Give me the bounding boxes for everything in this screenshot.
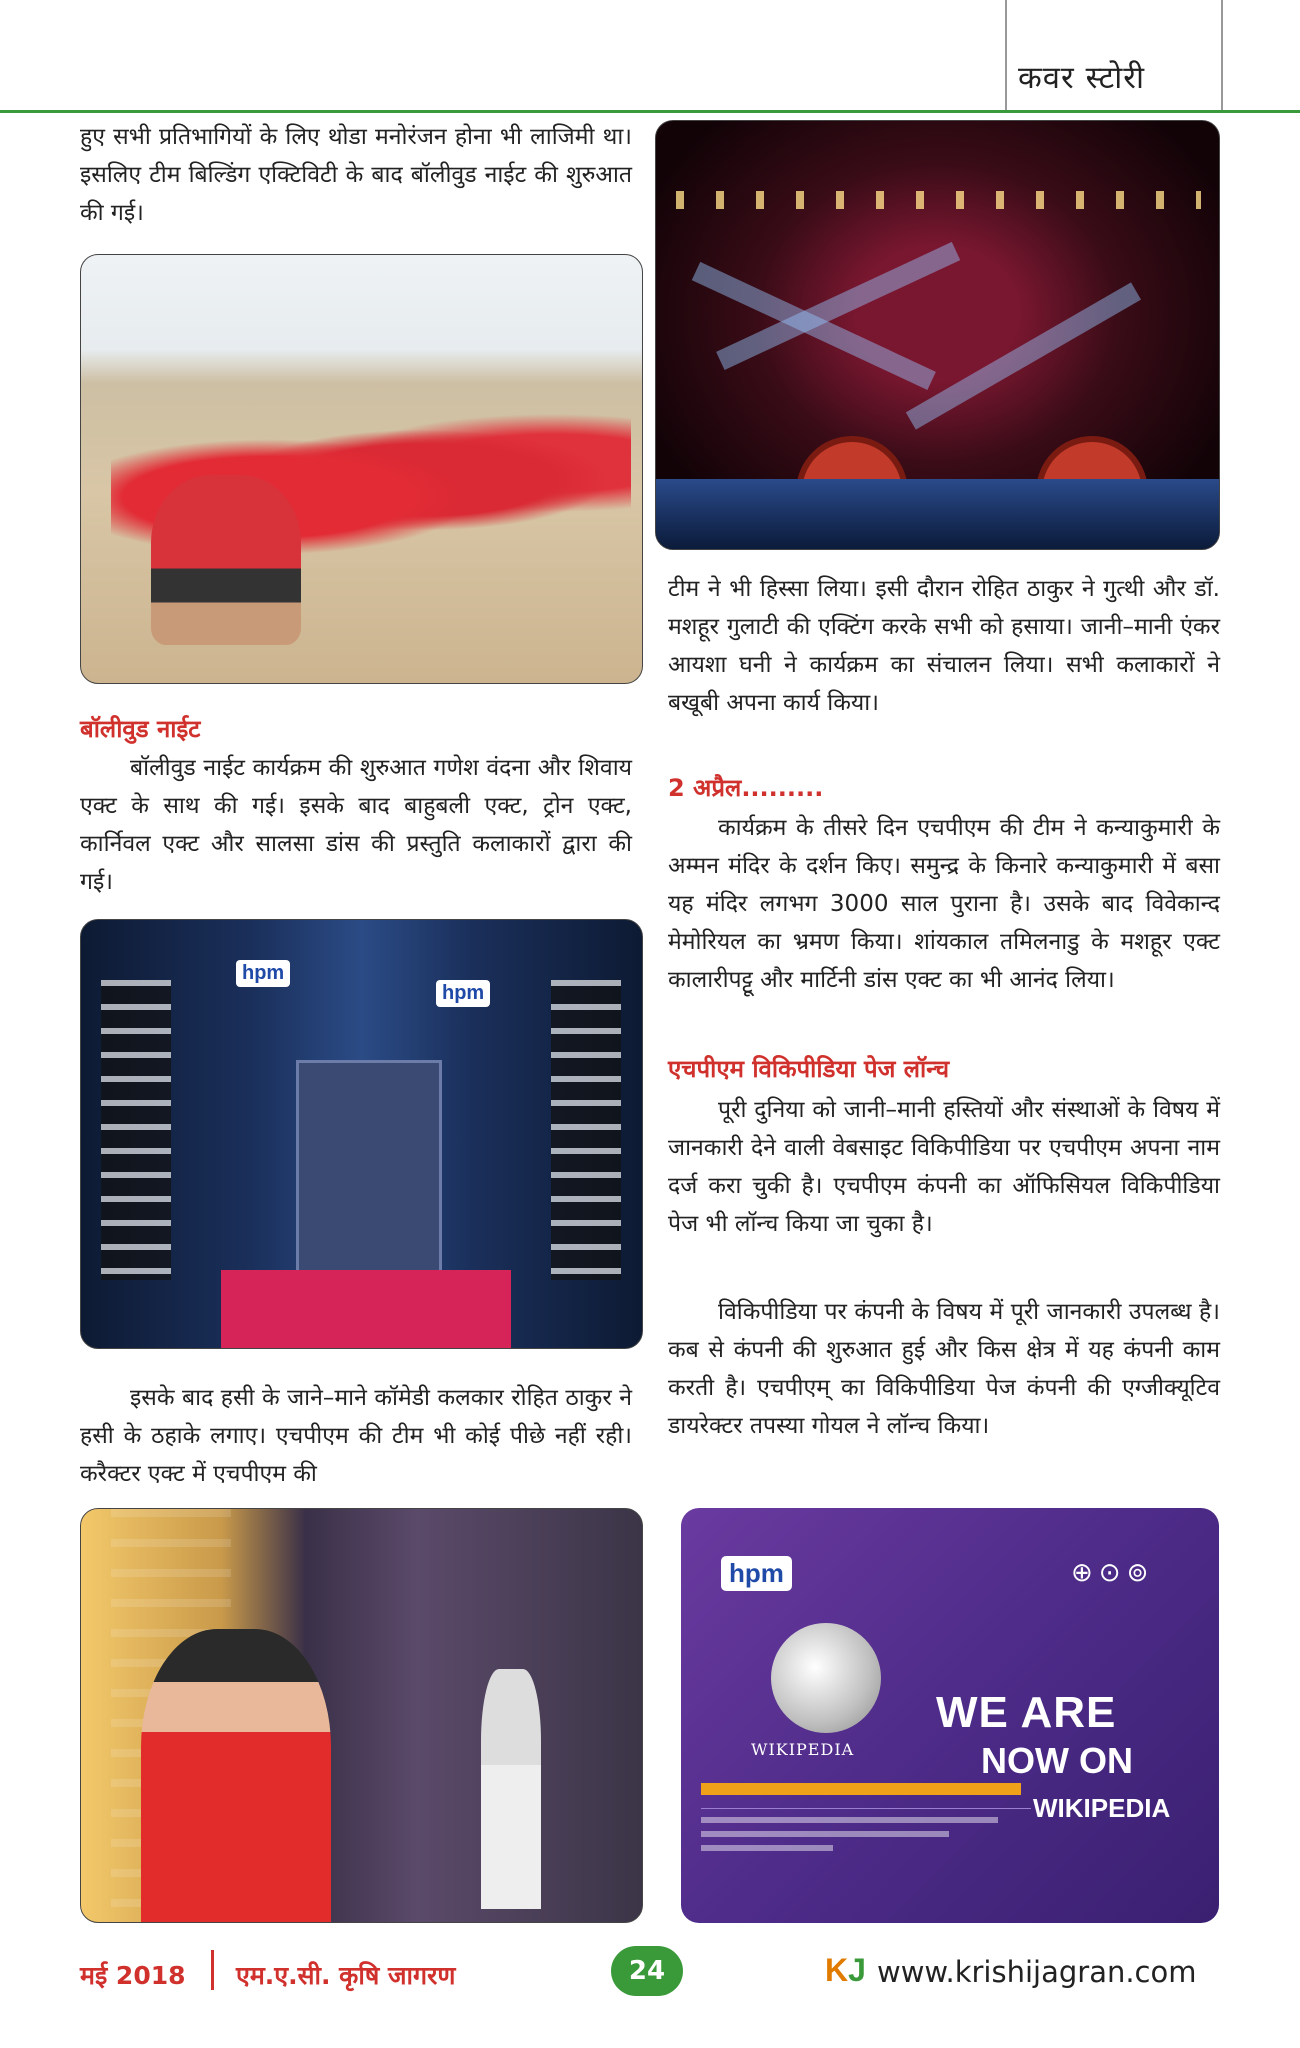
red-carpet [221,1270,511,1349]
banner-line-2: NOW ON [981,1740,1133,1781]
performer-shape [141,1629,331,1923]
performer-shape-2 [481,1669,541,1909]
heading-bollywood-night: बॉलीवुड नाईट [80,715,201,743]
film-strip-left [101,980,171,1280]
continued-paragraph: टीम ने भी हिस्सा लिया। इसी दौरान रोहित ठाकुर ने गुत्थी और डॉ. मशहूर गुलाटी की एक्टिंग करके सभी को हसाया। जानी–मानी एंकर आयशा घनी ने कार्यक्रम का संचालन लिया। सभी कलाकारों ने बखूबी अपना कार्य किया। [668,576,1220,716]
website-link[interactable]: www.krishijagran.com [877,1955,1197,1989]
comedy-paragraph: इसके बाद हसी के जाने–माने कॉमेडी कलकार रोहित ठाकुर ने हसी के ठहाके लगाए। एचपीएम की टीम भी कोई पीछे नहीं रही। करैक्टर एक्ट में एचपीएम की [80,1385,632,1487]
hpm-logo: hpm [721,1556,792,1591]
film-strip-right [551,980,621,1280]
april-paragraph: कार्यक्रम के तीसरे दिन एचपीएम की टीम ने कन्याकुमारी के अम्मन मंदिर के दर्शन किए। समुन्द्र के किनारे कन्याकुमारी में बसा यह मंदिर लगभग 3000 साल पुराना है। उसके बाद विवेकान्द मेमोरियल का भ्रमण किया। शांयकाल तमिलनाडु के मशहूर एक्ट कालारीपट्टू और मार्टिनी डांस एक्ट का भी आनंद लिया। [668,815,1220,993]
hpm-logo-right: hpm [436,980,490,1007]
wiki-paragraph-1: पूरी दुनिया को जानी–मानी हस्तियों और संस्थाओं के विषय में जानकारी देने वाली वेबसाइट विकिपीडिया पर एचपीएम अपना नाम दर्ज करा चुकी है। एचपीएम कंपनी का ऑफिसियल विकिपीडिया पेज भी लॉन्च किया जा चुका है। [668,1097,1220,1237]
footer-divider [211,1950,214,1990]
header-divider [0,110,1300,113]
license-icons: ⊕⊙⊚ [1071,1558,1155,1588]
heading-april: 2 अप्रैल......... [668,774,824,802]
section-title: कवर स्टोरी [1018,60,1145,96]
intro-paragraph: हुए सभी प्रतिभागियों के लिए थोडा मनोरंजन होना भी लाजिमी था। इसलिए टीम बिल्डिंग एक्टिविटी के बाद बॉलीवुड नाईट की शुरुआत की गई। [80,124,632,226]
issue-date: मई 2018 [80,1961,186,1990]
page-number: 24 [611,1946,683,1996]
entrance-door [296,1060,442,1286]
banner-orange-bar [701,1783,1021,1795]
participant-shape [151,475,301,645]
wiki-paragraph-2: विकिपीडिया पर कंपनी के विषय में पूरी जानकारी उपलब्ध है। कब से कंपनी की शुरुआत हुई और किस क्षेत्र में यह कंपनी काम करती है। एचपीएम् का विकिपीडिया पेज कंपनी की एग्जीक्यूटिव डायरेक्टर तपस्या गोयल ने लॉन्च किया। [668,1299,1220,1439]
banner-line-3: WIKIPEDIA [1033,1793,1171,1823]
krishi-jagran-logo-icon: KJ [825,1952,866,1988]
hpm-logo-left: hpm [236,960,290,987]
wikipedia-globe-icon [771,1623,881,1733]
magazine-name: एम.ए.सी. कृषि जागरण [236,1961,456,1990]
stage-dance-photo [655,120,1220,550]
banner-line-1: WE ARE [936,1688,1117,1737]
bollywood-entrance-photo [80,919,643,1349]
light-beam [906,282,1141,429]
stage-floor [656,479,1219,549]
banner-fine-print [701,1808,1031,1854]
beach-team-photo [80,254,643,684]
wikipedia-banner [681,1508,1219,1923]
heading-wikipedia-launch: एचपीएम विकिपीडिया पेज लॉन्च [668,1055,950,1083]
wikipedia-wordmark: WIKIPEDIA [751,1740,855,1759]
comedian-photo [80,1508,643,1923]
bollywood-paragraph: बॉलीवुड नाईट कार्यक्रम की शुरुआत गणेश वंदना और शिवाय एक्ट के साथ की गई। इसके बाद बाहुबली एक्ट, ट्रोन एक्ट, कार्निवल एक्ट और सालसा डांस की प्रस्तुति कलाकारों द्वारा की गई। [80,755,632,895]
stage-lights [676,191,1201,209]
